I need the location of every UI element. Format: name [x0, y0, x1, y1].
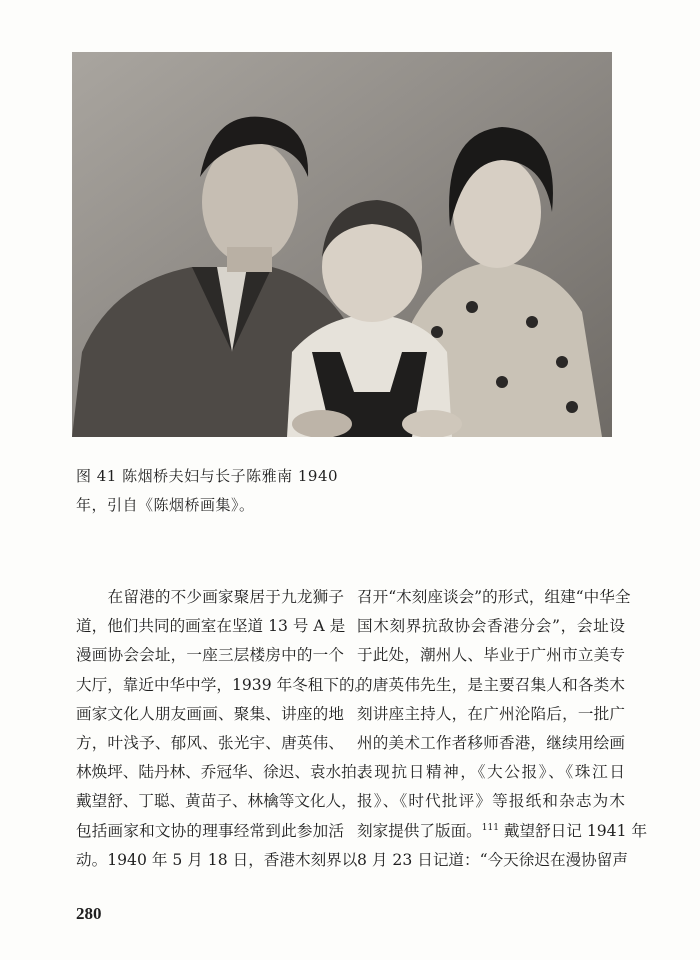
text-line: 方，叶浅予、郁风、张光宇、唐英伟、 — [76, 734, 344, 753]
photo-illustration — [72, 52, 612, 437]
text-line: 包括画家和文协的理事经常到此参加活 — [76, 821, 344, 840]
text-line: 画家文化人朋友画画、聚集、讲座的地 — [76, 704, 344, 723]
body-text-left-column — [76, 583, 373, 875]
text-line: 表现抗日精神，《大公报》、《珠江日 — [357, 763, 625, 782]
caption-line-1: 图 41 陈烟桥夫妇与长子陈雅南 1940 — [76, 467, 339, 485]
text-line: 国木刻界抗敌协会香港分会”，会址设 — [357, 617, 625, 636]
footnote-marker: 111 — [481, 822, 499, 833]
text-line: 8 月 23 日记道：“今天徐迟在漫协留声 — [357, 850, 628, 869]
text-line: 的唐英伟先生，是主要召集人和各类木 — [357, 675, 625, 694]
text-line: 道，他们共同的画室在坚道 13 号 A 是 — [76, 617, 346, 636]
text-line: 召开“木刻座谈会”的形式，组建“中华全 — [357, 588, 631, 606]
text-line: 刻讲座主持人，在广州沦陷后，一批广 — [357, 704, 625, 723]
text-line: 大厅，靠近中华中学，1939 年冬租下的。 — [76, 675, 371, 694]
text-line-with-footnote — [357, 817, 648, 846]
text-line: 于此处，潮州人、毕业于广州市立美专 — [357, 646, 625, 665]
text-line: 在留港的不少画家聚居于九龙狮子 — [76, 588, 344, 606]
text-line: 动。1940 年 5 月 18 日，香港木刻界以 — [76, 850, 358, 869]
text-line: 报》、《时代批评》等报纸和杂志为木 — [357, 792, 625, 811]
text-line: 林焕坪、陆丹林、乔冠华、徐迟、袁水拍、 — [76, 763, 373, 782]
text-line: 州的美术工作者移师香港，继续用绘画 — [357, 734, 625, 753]
body-text-right-column — [357, 583, 648, 875]
text-line: 漫画协会会址，一座三层楼房中的一个 — [76, 646, 344, 665]
text-segment: 戴望舒日记 1941 年 — [498, 821, 648, 840]
text-line: 戴望舒、丁聪、黄苗子、林檎等文化人， — [76, 792, 357, 811]
family-photograph — [72, 52, 612, 437]
photo-caption — [76, 462, 376, 520]
text-segment: 刻家提供了版面。 — [357, 821, 482, 840]
caption-line-2: 年，引自《陈烟桥画集》。 — [76, 496, 255, 514]
page-number: 280 — [76, 904, 102, 923]
